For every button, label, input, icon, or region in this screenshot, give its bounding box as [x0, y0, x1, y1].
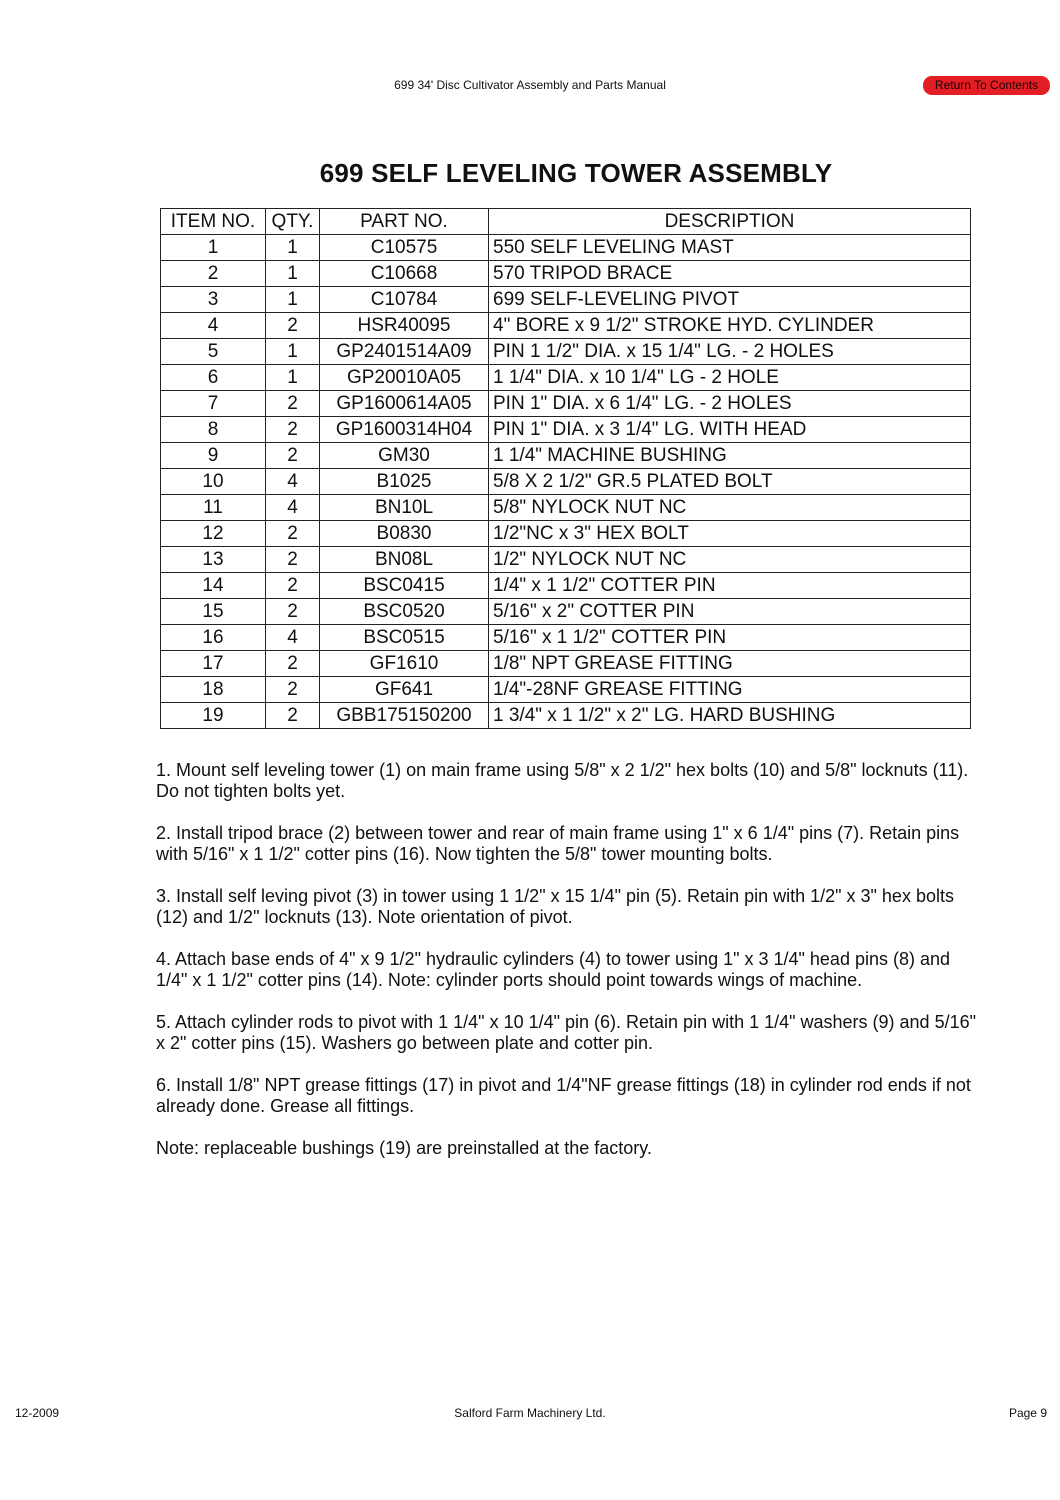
item-no-cell: 17	[161, 651, 266, 677]
part-no-cell: BSC0520	[320, 599, 489, 625]
part-no-cell: BSC0415	[320, 573, 489, 599]
description-cell: 5/16" x 2" COTTER PIN	[489, 599, 971, 625]
item-no-cell: 7	[161, 391, 266, 417]
qty-cell: 2	[266, 547, 320, 573]
column-header-item-no: ITEM NO.	[161, 209, 266, 235]
instruction-step-6: 6. Install 1/8" NPT grease fittings (17) in pivot and 1/4"NF grease fittings (18) in cylinder rod ends if not already done. Grease all fittings.	[156, 1075, 971, 1116]
description-cell: 570 TRIPOD BRACE	[489, 261, 971, 287]
description-cell: 1/2"NC x 3" HEX BOLT	[489, 521, 971, 547]
description-cell: 5/16" x 1 1/2" COTTER PIN	[489, 625, 971, 651]
description-cell: 550 SELF LEVELING MAST	[489, 235, 971, 261]
item-no-cell: 16	[161, 625, 266, 651]
item-no-cell: 14	[161, 573, 266, 599]
description-cell: PIN 1" DIA. x 6 1/4" LG. - 2 HOLES	[489, 391, 971, 417]
item-no-cell: 11	[161, 495, 266, 521]
qty-cell: 1	[266, 339, 320, 365]
assembly-instructions	[156, 760, 976, 1180]
table-row	[161, 339, 971, 365]
item-no-cell: 2	[161, 261, 266, 287]
column-header-description: DESCRIPTION	[489, 209, 971, 235]
qty-cell: 4	[266, 495, 320, 521]
table-row	[161, 261, 971, 287]
table-row	[161, 599, 971, 625]
part-no-cell: BN10L	[320, 495, 489, 521]
qty-cell: 2	[266, 443, 320, 469]
table-row	[161, 521, 971, 547]
qty-cell: 4	[266, 469, 320, 495]
footer-date: 12-2009	[15, 1406, 60, 1420]
part-no-cell: C10668	[320, 261, 489, 287]
column-header-part-no: PART NO.	[320, 209, 489, 235]
qty-cell: 4	[266, 625, 320, 651]
description-cell: 1 3/4" x 1 1/2" x 2" LG. HARD BUSHING	[489, 703, 971, 729]
description-cell: 699 SELF-LEVELING PIVOT	[489, 287, 971, 313]
table-row	[161, 651, 971, 677]
item-no-cell: 1	[161, 235, 266, 261]
parts-table	[160, 208, 971, 729]
item-no-cell: 19	[161, 703, 266, 729]
part-no-cell: B1025	[320, 469, 489, 495]
manual-title: 699 34' Disc Cultivator Assembly and Parts Manual	[394, 78, 666, 92]
qty-cell: 2	[266, 703, 320, 729]
table-row	[161, 573, 971, 599]
instruction-step-4: 4. Attach base ends of 4" x 9 1/2" hydraulic cylinders (4) to tower using 1" x 3 1/4" head pins (8) and 1/4" x 1 1/2" cotter pins (14). Note: cylinder ports should point towards wings of machine.	[156, 949, 951, 990]
part-no-cell: BN08L	[320, 547, 489, 573]
description-cell: 1/8" NPT GREASE FITTING	[489, 651, 971, 677]
table-row	[161, 365, 971, 391]
table-row	[161, 703, 971, 729]
item-no-cell: 18	[161, 677, 266, 703]
description-cell: PIN 1" DIA. x 3 1/4" LG. WITH HEAD	[489, 417, 971, 443]
qty-cell: 1	[266, 365, 320, 391]
instruction-step-5: 5. Attach cylinder rods to pivot with 1 1/4" x 10 1/4" pin (6). Retain pin with 1 1/4" washers (9) and 5/16" x 2" cotter pins (15). Washers go between plate and cotter pin.	[156, 1012, 976, 1053]
item-no-cell: 15	[161, 599, 266, 625]
item-no-cell: 3	[161, 287, 266, 313]
part-no-cell: GP1600614A05	[320, 391, 489, 417]
part-no-cell: GP20010A05	[320, 365, 489, 391]
qty-cell: 2	[266, 573, 320, 599]
qty-cell: 2	[266, 391, 320, 417]
part-no-cell: GF1610	[320, 651, 489, 677]
qty-cell: 1	[266, 235, 320, 261]
table-row	[161, 417, 971, 443]
qty-cell: 1	[266, 261, 320, 287]
description-cell: 5/8" NYLOCK NUT NC	[489, 495, 971, 521]
item-no-cell: 12	[161, 521, 266, 547]
part-no-cell: GM30	[320, 443, 489, 469]
item-no-cell: 6	[161, 365, 266, 391]
table-row	[161, 287, 971, 313]
part-no-cell: C10784	[320, 287, 489, 313]
part-no-cell: GP2401514A09	[320, 339, 489, 365]
return-to-contents-button[interactable]: Return To Contents	[923, 76, 1050, 95]
table-row	[161, 313, 971, 339]
table-row	[161, 495, 971, 521]
item-no-cell: 10	[161, 469, 266, 495]
table-row	[161, 625, 971, 651]
part-no-cell: HSR40095	[320, 313, 489, 339]
instruction-step-3: 3. Install self leving pivot (3) in tower using 1 1/2" x 15 1/4" pin (5). Retain pin with 1/2" x 3" hex bolts (12) and 1/2" locknuts (13). Note orientation of pivot.	[156, 886, 954, 927]
instruction-step-1: 1. Mount self leveling tower (1) on main frame using 5/8" x 2 1/2" hex bolts (10) and 5/8" locknuts (11). Do not tighten bolts yet.	[156, 760, 969, 801]
table-header-row	[161, 209, 971, 235]
qty-cell: 2	[266, 417, 320, 443]
description-cell: PIN 1 1/2" DIA. x 15 1/4" LG. - 2 HOLES	[489, 339, 971, 365]
part-no-cell: GBB175150200	[320, 703, 489, 729]
column-header-qty: QTY.	[266, 209, 320, 235]
part-no-cell: GF641	[320, 677, 489, 703]
instruction-note: Note: replaceable bushings (19) are preinstalled at the factory.	[156, 1138, 652, 1158]
part-no-cell: GP1600314H04	[320, 417, 489, 443]
table-row	[161, 391, 971, 417]
page-title: 699 SELF LEVELING TOWER ASSEMBLY	[319, 158, 833, 188]
part-no-cell: B0830	[320, 521, 489, 547]
description-cell: 1/4" x 1 1/2" COTTER PIN	[489, 573, 971, 599]
qty-cell: 2	[266, 599, 320, 625]
item-no-cell: 4	[161, 313, 266, 339]
item-no-cell: 5	[161, 339, 266, 365]
description-cell: 1/4"-28NF GREASE FITTING	[489, 677, 971, 703]
item-no-cell: 8	[161, 417, 266, 443]
qty-cell: 1	[266, 287, 320, 313]
description-cell: 5/8 X 2 1/2" GR.5 PLATED BOLT	[489, 469, 971, 495]
qty-cell: 2	[266, 677, 320, 703]
part-no-cell: BSC0515	[320, 625, 489, 651]
table-row	[161, 547, 971, 573]
table-row	[161, 235, 971, 261]
qty-cell: 2	[266, 521, 320, 547]
instruction-step-2: 2. Install tripod brace (2) between tower and rear of main frame using 1" x 6 1/4" pins (7). Retain pins with 5/16" x 1 1/2" cotter pins (16). Now tighten the 5/8" tower mounting bolts.	[156, 823, 960, 864]
qty-cell: 2	[266, 651, 320, 677]
description-cell: 1 1/4" MACHINE BUSHING	[489, 443, 971, 469]
description-cell: 1 1/4" DIA. x 10 1/4" LG - 2 HOLE	[489, 365, 971, 391]
part-no-cell: C10575	[320, 235, 489, 261]
footer-company: Salford Farm Machinery Ltd.	[454, 1406, 606, 1420]
qty-cell: 2	[266, 313, 320, 339]
description-cell: 4" BORE x 9 1/2" STROKE HYD. CYLINDER	[489, 313, 971, 339]
table-row	[161, 677, 971, 703]
table-row	[161, 469, 971, 495]
description-cell: 1/2" NYLOCK NUT NC	[489, 547, 971, 573]
item-no-cell: 13	[161, 547, 266, 573]
footer-page-number: Page 9	[1008, 1406, 1047, 1420]
table-row	[161, 443, 971, 469]
item-no-cell: 9	[161, 443, 266, 469]
